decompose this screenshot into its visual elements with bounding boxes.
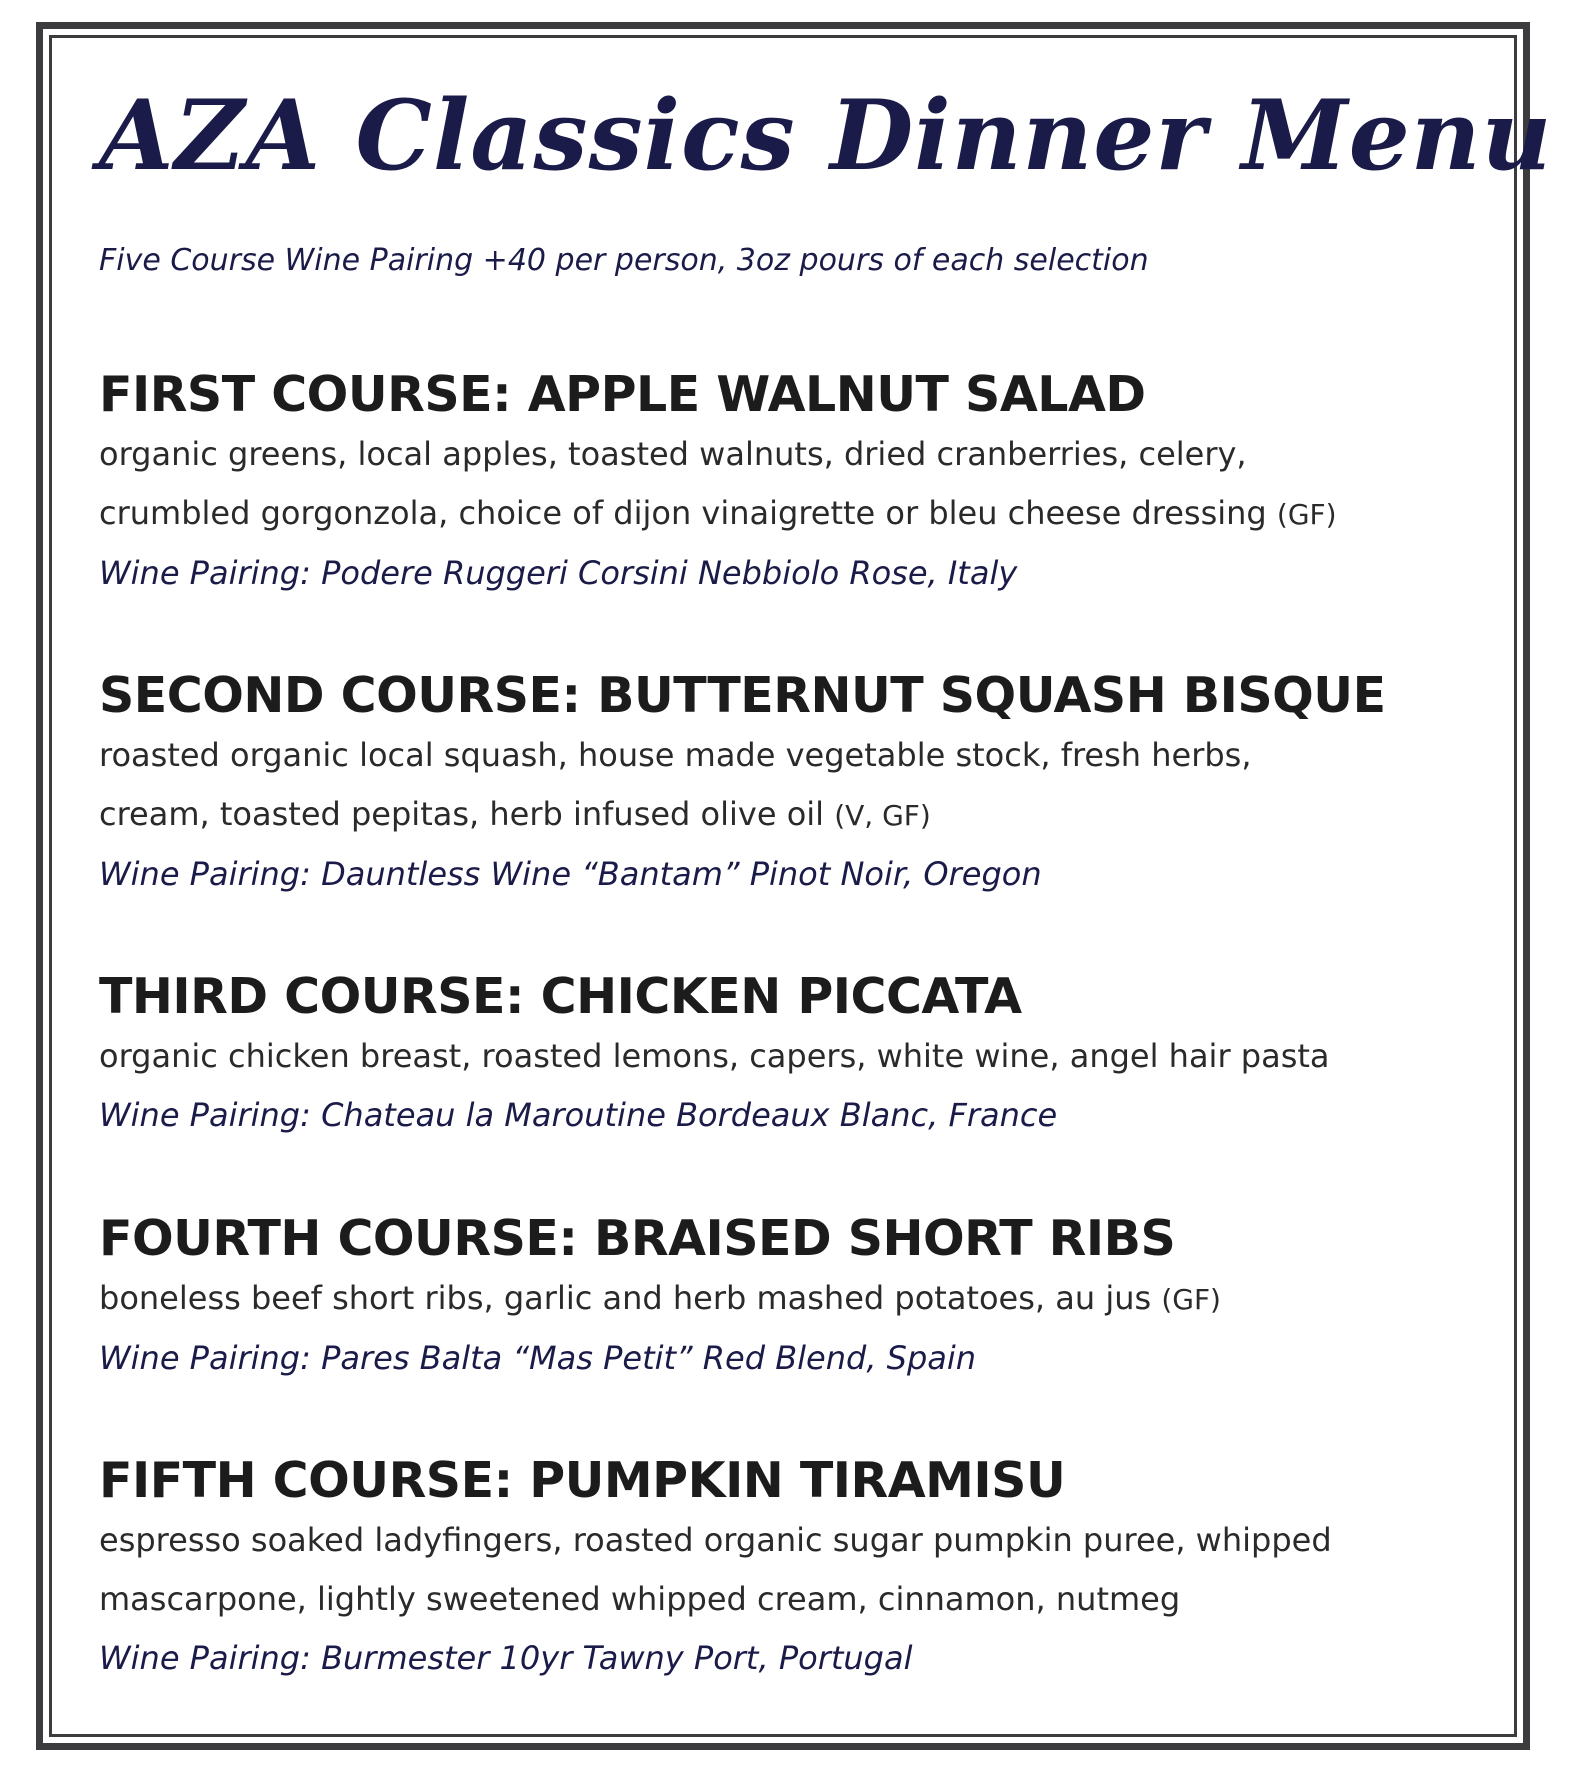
course-heading: THIRD COURSE: CHICKEN PICCATA	[99, 968, 1022, 1025]
course-description-line: cream, toasted pepitas, herb infused olive oil (V, GF)	[99, 795, 931, 833]
course-third	[99, 967, 1330, 1145]
course-fifth	[99, 1451, 1332, 1688]
menu-content	[99, 79, 1553, 1677]
course-description-line: roasted organic local squash, house made vegetable stock, fresh herbs,	[99, 736, 1252, 774]
menu-title: AZA Classics Dinner Menu	[99, 79, 1553, 192]
wine-pairing: Wine Pairing: Podere Ruggeri Corsini Nebbiolo Rose, Italy	[99, 554, 1018, 592]
course-description-line: boneless beef short ribs, garlic and herb mashed potatoes, au jus (GF)	[99, 1279, 1221, 1317]
course-heading: FIRST COURSE: APPLE WALNUT SALAD	[99, 366, 1146, 423]
course-fourth	[99, 1209, 1221, 1388]
wine-pairing: Wine Pairing: Chateau la Maroutine Bordeaux Blanc, France	[99, 1096, 1058, 1134]
course-description-line: crumbled gorgonzola, choice of dijon vinaigrette or bleu cheese dressing (GF)	[99, 494, 1337, 532]
dietary-tag: (GF)	[1161, 1283, 1221, 1316]
wine-pairing: Wine Pairing: Pares Balta “Mas Petit” Red Blend, Spain	[99, 1339, 977, 1377]
course-heading: SECOND COURSE: BUTTERNUT SQUASH BISQUE	[99, 667, 1386, 724]
course-description-line: organic chicken breast, roasted lemons, capers, white wine, angel hair pasta	[99, 1037, 1330, 1075]
wine-pairing: Wine Pairing: Burmester 10yr Tawny Port, Portugal	[99, 1639, 913, 1677]
course-description-line: espresso soaked ladyfingers, roasted organic sugar pumpkin puree, whipped	[99, 1521, 1332, 1559]
wine-pairing-note: Five Course Wine Pairing +40 per person, 3oz pours of each selection	[99, 243, 1149, 278]
dietary-tag: (GF)	[1276, 498, 1337, 531]
course-first	[99, 365, 1337, 603]
dietary-tag: (V, GF)	[834, 799, 931, 832]
course-heading: FOURTH COURSE: BRAISED SHORT RIBS	[99, 1210, 1176, 1267]
course-description-line: mascarpone, lightly sweetened whipped cream, cinnamon, nutmeg	[99, 1580, 1181, 1618]
course-second	[99, 666, 1386, 904]
wine-pairing: Wine Pairing: Dauntless Wine “Bantam” Pinot Noir, Oregon	[99, 855, 1042, 893]
course-description-line: organic greens, local apples, toasted walnuts, dried cranberries, celery,	[99, 435, 1247, 473]
course-heading: FIFTH COURSE: PUMPKIN TIRAMISU	[99, 1452, 1066, 1509]
